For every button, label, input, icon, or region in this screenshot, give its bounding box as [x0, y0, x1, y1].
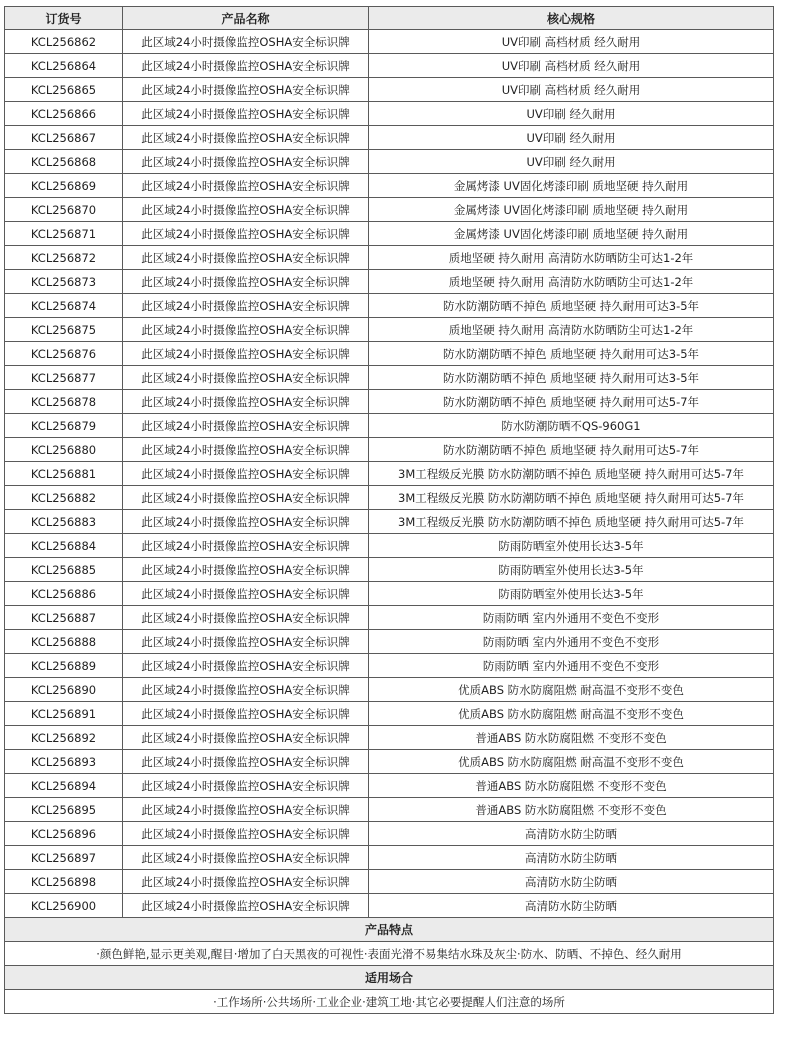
- applications-text: ·工作场所·公共场所·工业企业·建筑工地·其它必要提醒人们注意的场所: [5, 990, 774, 1014]
- core-spec-cell: 优质ABS 防水防腐阻燃 耐高温不变形不变色: [369, 702, 774, 726]
- order-number-cell: KCL256894: [5, 774, 123, 798]
- header-product-name: 产品名称: [123, 7, 369, 30]
- order-number-cell: KCL256881: [5, 462, 123, 486]
- table-row: [5, 198, 774, 222]
- core-spec-cell: 金属烤漆 UV固化烤漆印刷 质地坚硬 持久耐用: [369, 198, 774, 222]
- table-row: [5, 582, 774, 606]
- core-spec-cell: 3M工程级反光膜 防水防潮防晒不掉色 质地坚硬 持久耐用可达5-7年: [369, 510, 774, 534]
- table-row: [5, 654, 774, 678]
- table-row: [5, 222, 774, 246]
- table-row: [5, 558, 774, 582]
- core-spec-cell: 防雨防晒室外使用长达3-5年: [369, 582, 774, 606]
- core-spec-cell: 金属烤漆 UV固化烤漆印刷 质地坚硬 持久耐用: [369, 222, 774, 246]
- header-order-number: 订货号: [5, 7, 123, 30]
- core-spec-cell: 防水防潮防晒不QS-960G1: [369, 414, 774, 438]
- order-number-cell: KCL256870: [5, 198, 123, 222]
- core-spec-cell: 高清防水防尘防晒: [369, 870, 774, 894]
- core-spec-cell: UV印刷 经久耐用: [369, 126, 774, 150]
- table-row: [5, 342, 774, 366]
- product-name-cell: 此区域24小时摄像监控OSHA安全标识牌: [123, 54, 369, 78]
- product-name-cell: 此区域24小时摄像监控OSHA安全标识牌: [123, 606, 369, 630]
- order-number-cell: KCL256864: [5, 54, 123, 78]
- core-spec-cell: 3M工程级反光膜 防水防潮防晒不掉色 质地坚硬 持久耐用可达5-7年: [369, 462, 774, 486]
- features-title: 产品特点: [5, 918, 774, 942]
- order-number-cell: KCL256876: [5, 342, 123, 366]
- core-spec-cell: 优质ABS 防水防腐阻燃 耐高温不变形不变色: [369, 678, 774, 702]
- product-name-cell: 此区域24小时摄像监控OSHA安全标识牌: [123, 702, 369, 726]
- table-row: [5, 510, 774, 534]
- product-name-cell: 此区域24小时摄像监控OSHA安全标识牌: [123, 366, 369, 390]
- product-name-cell: 此区域24小时摄像监控OSHA安全标识牌: [123, 870, 369, 894]
- core-spec-cell: UV印刷 经久耐用: [369, 102, 774, 126]
- core-spec-cell: 防雨防晒 室内外通用不变色不变形: [369, 606, 774, 630]
- product-name-cell: 此区域24小时摄像监控OSHA安全标识牌: [123, 750, 369, 774]
- core-spec-cell: UV印刷 经久耐用: [369, 150, 774, 174]
- product-name-cell: 此区域24小时摄像监控OSHA安全标识牌: [123, 198, 369, 222]
- order-number-cell: KCL256888: [5, 630, 123, 654]
- core-spec-cell: UV印刷 高档材质 经久耐用: [369, 54, 774, 78]
- order-number-cell: KCL256882: [5, 486, 123, 510]
- core-spec-cell: 防水防潮防晒不掉色 质地坚硬 持久耐用可达5-7年: [369, 438, 774, 462]
- order-number-cell: KCL256887: [5, 606, 123, 630]
- core-spec-cell: UV印刷 高档材质 经久耐用: [369, 78, 774, 102]
- product-name-cell: 此区域24小时摄像监控OSHA安全标识牌: [123, 102, 369, 126]
- core-spec-cell: 优质ABS 防水防腐阻燃 耐高温不变形不变色: [369, 750, 774, 774]
- table-header-row: [5, 7, 774, 30]
- product-name-cell: 此区域24小时摄像监控OSHA安全标识牌: [123, 390, 369, 414]
- core-spec-cell: 质地坚硬 持久耐用 高清防水防晒防尘可达1-2年: [369, 318, 774, 342]
- core-spec-cell: 普通ABS 防水防腐阻燃 不变形不变色: [369, 798, 774, 822]
- order-number-cell: KCL256898: [5, 870, 123, 894]
- product-name-cell: 此区域24小时摄像监控OSHA安全标识牌: [123, 654, 369, 678]
- order-number-cell: KCL256862: [5, 30, 123, 54]
- order-number-cell: KCL256886: [5, 582, 123, 606]
- table-body: [5, 30, 774, 918]
- order-number-cell: KCL256889: [5, 654, 123, 678]
- product-name-cell: 此区域24小时摄像监控OSHA安全标识牌: [123, 726, 369, 750]
- product-name-cell: 此区域24小时摄像监控OSHA安全标识牌: [123, 486, 369, 510]
- table-row: [5, 846, 774, 870]
- table-row: [5, 462, 774, 486]
- applications-text-row: [5, 990, 774, 1014]
- header-core-spec: 核心规格: [369, 7, 774, 30]
- order-number-cell: KCL256866: [5, 102, 123, 126]
- order-number-cell: KCL256869: [5, 174, 123, 198]
- order-number-cell: KCL256874: [5, 294, 123, 318]
- table-row: [5, 606, 774, 630]
- order-number-cell: KCL256883: [5, 510, 123, 534]
- product-name-cell: 此区域24小时摄像监控OSHA安全标识牌: [123, 342, 369, 366]
- product-name-cell: 此区域24小时摄像监控OSHA安全标识牌: [123, 534, 369, 558]
- order-number-cell: KCL256885: [5, 558, 123, 582]
- order-number-cell: KCL256872: [5, 246, 123, 270]
- applications-title-row: [5, 966, 774, 990]
- core-spec-cell: UV印刷 高档材质 经久耐用: [369, 30, 774, 54]
- core-spec-cell: 普通ABS 防水防腐阻燃 不变形不变色: [369, 726, 774, 750]
- order-number-cell: KCL256873: [5, 270, 123, 294]
- product-name-cell: 此区域24小时摄像监控OSHA安全标识牌: [123, 774, 369, 798]
- product-spec-table: [4, 6, 774, 1014]
- core-spec-cell: 防水防潮防晒不掉色 质地坚硬 持久耐用可达5-7年: [369, 390, 774, 414]
- product-name-cell: 此区域24小时摄像监控OSHA安全标识牌: [123, 846, 369, 870]
- table-row: [5, 174, 774, 198]
- core-spec-cell: 防雨防晒 室内外通用不变色不变形: [369, 654, 774, 678]
- features-text-row: [5, 942, 774, 966]
- product-name-cell: 此区域24小时摄像监控OSHA安全标识牌: [123, 222, 369, 246]
- table-row: [5, 318, 774, 342]
- core-spec-cell: 普通ABS 防水防腐阻燃 不变形不变色: [369, 774, 774, 798]
- table-row: [5, 366, 774, 390]
- product-name-cell: 此区域24小时摄像监控OSHA安全标识牌: [123, 78, 369, 102]
- table-row: [5, 54, 774, 78]
- product-name-cell: 此区域24小时摄像监控OSHA安全标识牌: [123, 246, 369, 270]
- product-name-cell: 此区域24小时摄像监控OSHA安全标识牌: [123, 30, 369, 54]
- order-number-cell: KCL256871: [5, 222, 123, 246]
- core-spec-cell: 高清防水防尘防晒: [369, 894, 774, 918]
- order-number-cell: KCL256890: [5, 678, 123, 702]
- table-row: [5, 78, 774, 102]
- order-number-cell: KCL256878: [5, 390, 123, 414]
- order-number-cell: KCL256877: [5, 366, 123, 390]
- product-name-cell: 此区域24小时摄像监控OSHA安全标识牌: [123, 150, 369, 174]
- table-row: [5, 702, 774, 726]
- order-number-cell: KCL256868: [5, 150, 123, 174]
- table-row: [5, 678, 774, 702]
- core-spec-cell: 3M工程级反光膜 防水防潮防晒不掉色 质地坚硬 持久耐用可达5-7年: [369, 486, 774, 510]
- core-spec-cell: 防雨防晒室外使用长达3-5年: [369, 558, 774, 582]
- table-row: [5, 798, 774, 822]
- core-spec-cell: 高清防水防尘防晒: [369, 846, 774, 870]
- applications-title: 适用场合: [5, 966, 774, 990]
- product-name-cell: 此区域24小时摄像监控OSHA安全标识牌: [123, 798, 369, 822]
- features-text: ·颜色鲜艳,显示更美观,醒目·增加了白天黑夜的可视性·表面光滑不易集结水珠及灰尘·防水、防晒、不掉色、经久耐用: [5, 942, 774, 966]
- product-name-cell: 此区域24小时摄像监控OSHA安全标识牌: [123, 510, 369, 534]
- core-spec-cell: 高清防水防尘防晒: [369, 822, 774, 846]
- table-row: [5, 726, 774, 750]
- core-spec-cell: 金属烤漆 UV固化烤漆印刷 质地坚硬 持久耐用: [369, 174, 774, 198]
- order-number-cell: KCL256875: [5, 318, 123, 342]
- table-row: [5, 270, 774, 294]
- product-name-cell: 此区域24小时摄像监控OSHA安全标识牌: [123, 558, 369, 582]
- product-name-cell: 此区域24小时摄像监控OSHA安全标识牌: [123, 678, 369, 702]
- table-row: [5, 822, 774, 846]
- order-number-cell: KCL256867: [5, 126, 123, 150]
- order-number-cell: KCL256892: [5, 726, 123, 750]
- table-row: [5, 438, 774, 462]
- table-row: [5, 630, 774, 654]
- core-spec-cell: 防水防潮防晒不掉色 质地坚硬 持久耐用可达3-5年: [369, 366, 774, 390]
- table-row: [5, 534, 774, 558]
- table-row: [5, 750, 774, 774]
- table-row: [5, 414, 774, 438]
- product-name-cell: 此区域24小时摄像监控OSHA安全标识牌: [123, 414, 369, 438]
- features-title-row: [5, 918, 774, 942]
- table-row: [5, 390, 774, 414]
- product-name-cell: 此区域24小时摄像监控OSHA安全标识牌: [123, 438, 369, 462]
- core-spec-cell: 防水防潮防晒不掉色 质地坚硬 持久耐用可达3-5年: [369, 342, 774, 366]
- table-row: [5, 150, 774, 174]
- order-number-cell: KCL256895: [5, 798, 123, 822]
- core-spec-cell: 防雨防晒 室内外通用不变色不变形: [369, 630, 774, 654]
- order-number-cell: KCL256891: [5, 702, 123, 726]
- table-row: [5, 486, 774, 510]
- table-row: [5, 246, 774, 270]
- order-number-cell: KCL256893: [5, 750, 123, 774]
- order-number-cell: KCL256865: [5, 78, 123, 102]
- product-name-cell: 此区域24小时摄像监控OSHA安全标识牌: [123, 294, 369, 318]
- order-number-cell: KCL256884: [5, 534, 123, 558]
- core-spec-cell: 防雨防晒室外使用长达3-5年: [369, 534, 774, 558]
- table-row: [5, 102, 774, 126]
- product-name-cell: 此区域24小时摄像监控OSHA安全标识牌: [123, 174, 369, 198]
- core-spec-cell: 防水防潮防晒不掉色 质地坚硬 持久耐用可达3-5年: [369, 294, 774, 318]
- product-name-cell: 此区域24小时摄像监控OSHA安全标识牌: [123, 582, 369, 606]
- order-number-cell: KCL256880: [5, 438, 123, 462]
- product-name-cell: 此区域24小时摄像监控OSHA安全标识牌: [123, 822, 369, 846]
- product-name-cell: 此区域24小时摄像监控OSHA安全标识牌: [123, 630, 369, 654]
- product-name-cell: 此区域24小时摄像监控OSHA安全标识牌: [123, 270, 369, 294]
- table-row: [5, 894, 774, 918]
- product-name-cell: 此区域24小时摄像监控OSHA安全标识牌: [123, 462, 369, 486]
- product-name-cell: 此区域24小时摄像监控OSHA安全标识牌: [123, 126, 369, 150]
- table-row: [5, 126, 774, 150]
- order-number-cell: KCL256879: [5, 414, 123, 438]
- table-row: [5, 30, 774, 54]
- table-row: [5, 774, 774, 798]
- table-row: [5, 294, 774, 318]
- core-spec-cell: 质地坚硬 持久耐用 高清防水防晒防尘可达1-2年: [369, 270, 774, 294]
- product-name-cell: 此区域24小时摄像监控OSHA安全标识牌: [123, 318, 369, 342]
- order-number-cell: KCL256900: [5, 894, 123, 918]
- table-row: [5, 870, 774, 894]
- order-number-cell: KCL256896: [5, 822, 123, 846]
- core-spec-cell: 质地坚硬 持久耐用 高清防水防晒防尘可达1-2年: [369, 246, 774, 270]
- product-name-cell: 此区域24小时摄像监控OSHA安全标识牌: [123, 894, 369, 918]
- order-number-cell: KCL256897: [5, 846, 123, 870]
